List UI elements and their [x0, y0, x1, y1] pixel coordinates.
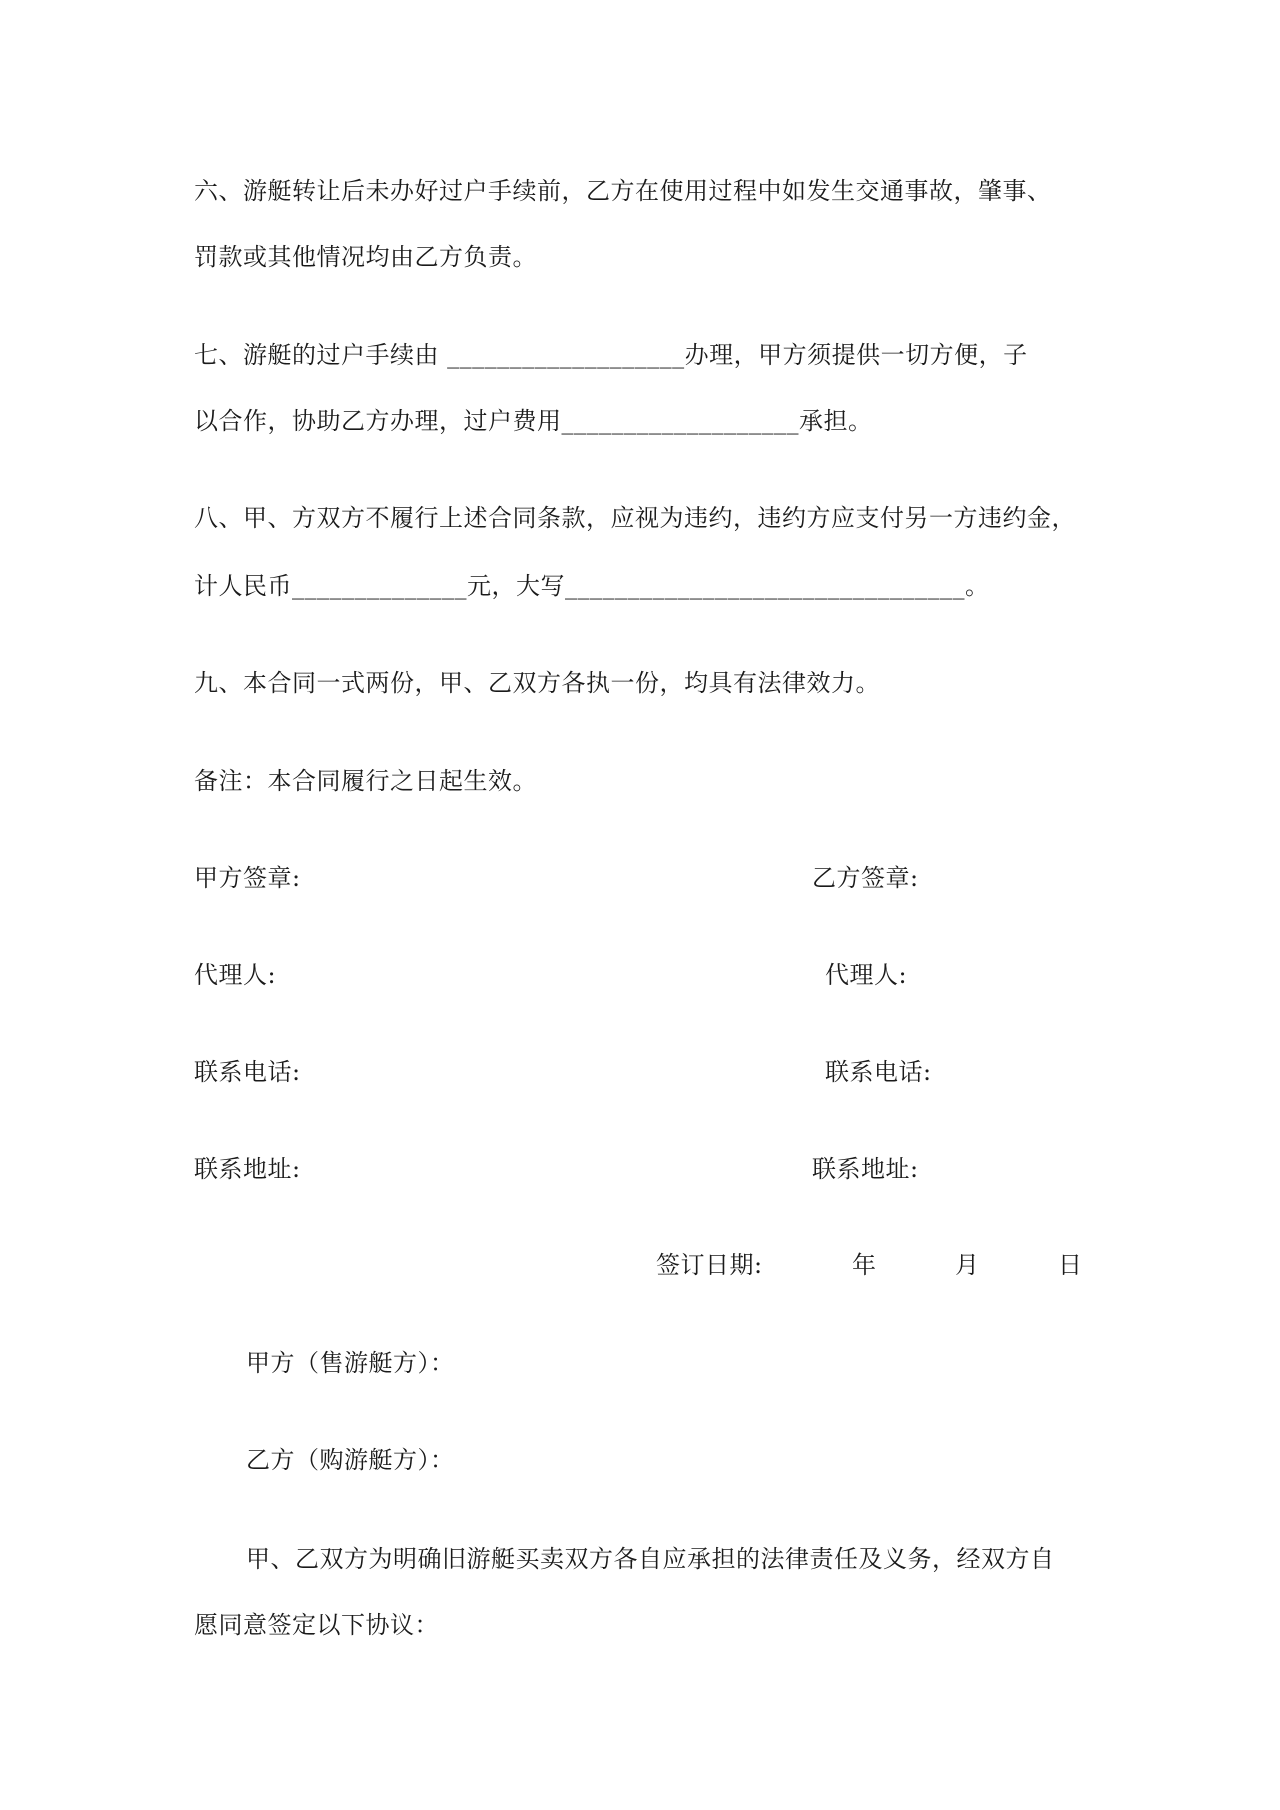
clause-7-line-2: 以合作，协助乙方办理，过户费用___________________承担。	[194, 407, 873, 435]
intro-line-2: 愿同意签定以下协议：	[194, 1611, 439, 1639]
party-b-buyer: 乙方（购游艇方）：	[246, 1446, 455, 1474]
note: 备注：本合同履行之日起生效。	[194, 767, 537, 795]
party-a-address-label: 联系地址:	[194, 1155, 301, 1183]
clause-8-line-2: 计人民币______________元，大写________________________________。	[194, 572, 990, 600]
clause-7-line-1: 七、游艇的过户手续由 ___________________办理，甲方须提供一切方便，子	[194, 341, 1028, 369]
party-a-phone-label: 联系电话:	[194, 1058, 301, 1086]
party-b-address-label: 联系地址:	[812, 1155, 919, 1183]
clause-6-line-1: 六、游艇转让后未办好过户手续前，乙方在使用过程中如发生交通事故，肇事、	[194, 177, 1052, 205]
party-b-seal-label: 乙方签章:	[812, 864, 919, 892]
clause-9: 九、本合同一式两份，甲、乙双方各执一份，均具有法律效力。	[194, 669, 880, 697]
party-b-phone-label: 联系电话:	[825, 1058, 932, 1086]
signing-date-month: 月	[955, 1251, 980, 1279]
party-a-seal-label: 甲方签章:	[194, 864, 301, 892]
intro-line-1: 甲、乙双方为明确旧游艇买卖双方各自应承担的法律责任及义务，经双方自	[246, 1545, 1055, 1573]
clause-6-line-2: 罚款或其他情况均由乙方负责。	[194, 243, 537, 271]
signing-date-day: 日	[1058, 1251, 1083, 1279]
signing-date-label: 签订日期:	[656, 1251, 763, 1279]
party-b-agent-label: 代理人:	[825, 961, 908, 989]
signing-date-year: 年	[852, 1251, 877, 1279]
party-a-seller: 甲方（售游艇方）：	[246, 1349, 455, 1377]
party-a-agent-label: 代理人:	[194, 961, 277, 989]
clause-8-line-1: 八、甲、方双方不履行上述合同条款，应视为违约，违约方应支付另一方违约金，	[194, 504, 1076, 532]
